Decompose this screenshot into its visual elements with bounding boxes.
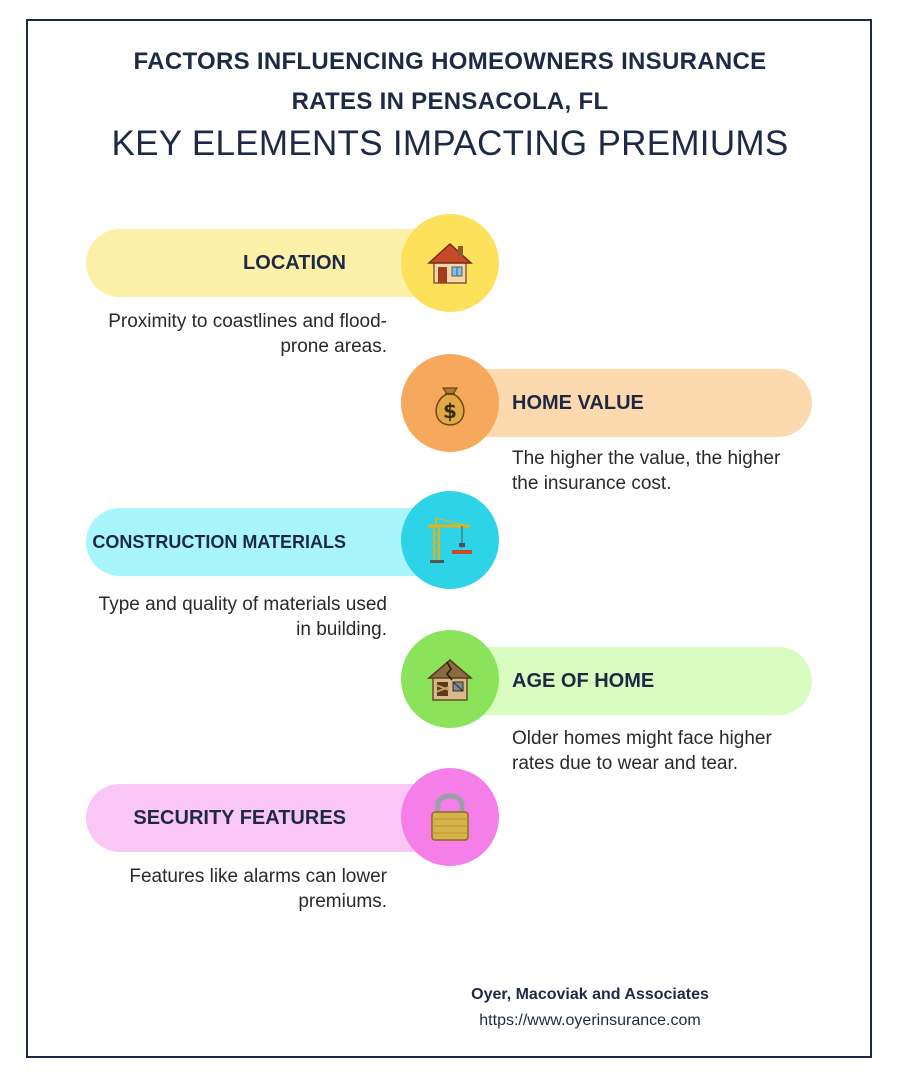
factor-age-of-home-circle: [401, 630, 499, 728]
factor-security-features-label: SECURITY FEATURES: [133, 806, 346, 829]
factor-location-description: Proximity to coastlines and flood-prone areas.: [108, 311, 387, 357]
factor-security-features-description: Features like alarms can lower premiums.: [129, 866, 387, 912]
factor-age-of-home-description: Older homes might face higher rates due to wear and tear.: [512, 728, 772, 774]
factor-construction-materials-description: Type and quality of materials used in building.: [98, 594, 387, 640]
money-bag-icon: [427, 378, 473, 428]
house-icon: [425, 238, 475, 288]
factor-location-circle: [401, 214, 499, 312]
factor-home-value-description: The higher the value, the higher the insurance cost.: [512, 448, 781, 494]
main-title-line1: FACTORS INFLUENCING HOMEOWNERS INSURANCE: [133, 48, 767, 75]
factor-construction-materials-label: CONSTRUCTION MATERIALS: [92, 531, 346, 552]
company-url[interactable]: https://www.oyerinsurance.com: [479, 1012, 701, 1029]
company-name: Oyer, Macoviak and Associates: [471, 986, 709, 1003]
svg-text:$: $: [443, 399, 457, 423]
factor-construction-materials-circle: [401, 491, 499, 589]
construction-crane-icon: [424, 514, 476, 566]
subtitle: KEY ELEMENTS IMPACTING PREMIUMS: [111, 124, 789, 163]
factor-age-of-home-label: AGE OF HOME: [512, 669, 655, 692]
derelict-house-icon: [425, 654, 475, 704]
main-title-line2: RATES IN PENSACOLA, FL: [291, 88, 609, 115]
factor-security-features-circle: [401, 768, 499, 866]
factor-home-value-circle: [401, 354, 499, 452]
padlock-icon: [427, 791, 473, 843]
factor-location-label: LOCATION: [243, 251, 346, 274]
factor-home-value-label: HOME VALUE: [512, 391, 644, 414]
